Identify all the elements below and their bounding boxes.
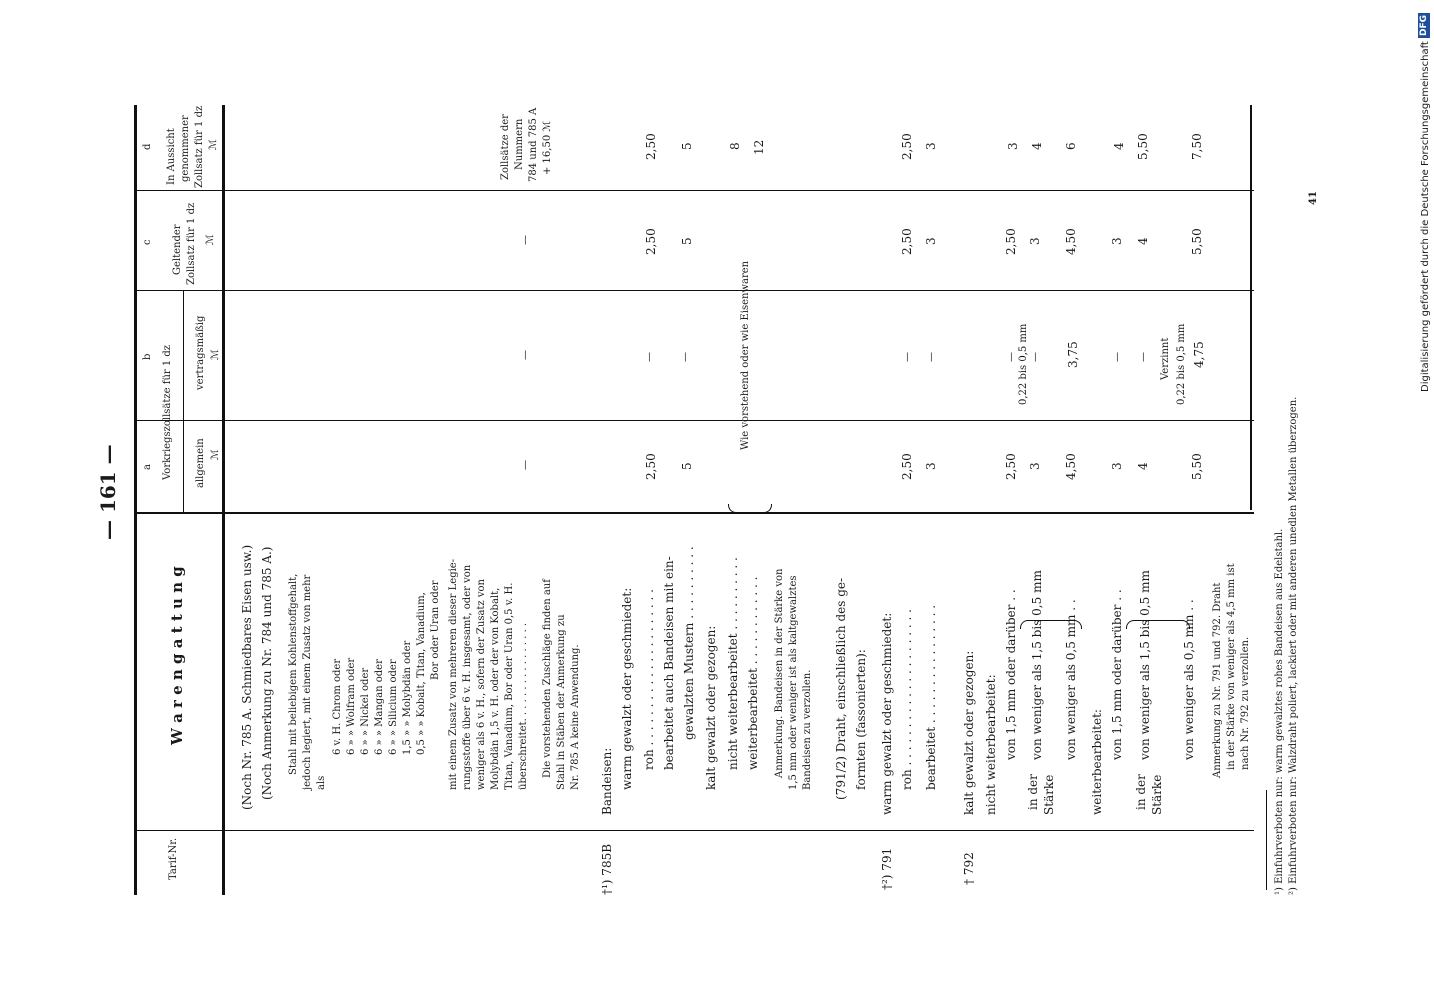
- a-791-bearb: 3: [924, 462, 938, 470]
- a-792-2: 3: [1028, 462, 1042, 470]
- header-allgemein-unit: ℳ: [210, 449, 221, 460]
- side-credit: Digitalisierung gefördert durch die Deutsche Forschungsgemeinschaft: [1420, 41, 1431, 392]
- header-warengattung: W a r e n g a t t u n g: [168, 566, 186, 745]
- col-rule-a: [134, 420, 1254, 421]
- stahl-line-3: als: [316, 775, 327, 790]
- tarif-785b: †¹) 785B: [600, 843, 614, 895]
- d-bearb: 5: [680, 142, 694, 150]
- stahl-line-2: jedoch legiert, mit einem Zusatz von mehr: [302, 574, 313, 790]
- tarif-791: †²) 791: [880, 847, 894, 890]
- d-zuschlaege-3: 784 und 785 A: [528, 107, 539, 182]
- d-weiter: 12: [752, 139, 766, 155]
- header-aussicht-2: genommener: [180, 115, 191, 182]
- alloy-6: 1,5 » » Molybdän oder: [402, 640, 413, 755]
- vorst-line-3: Nr. 785 A keine Anwendung.: [570, 644, 581, 790]
- b-range-2: 0,22 bis 0,5 mm: [1176, 323, 1187, 405]
- row-vonwenigerb: von weniger als 1,5 bis 0,5 mm: [1138, 570, 1152, 760]
- b-792-2-dash: —: [1030, 352, 1041, 362]
- row-nicht-weiter: nicht weiterbearbeitet . . . . . . . . . .: [726, 557, 740, 770]
- mix-line-5: Titan, Vanadium, Bor oder Uran 0,5 v. H.: [504, 582, 515, 790]
- a-791-roh: 2,50: [900, 453, 914, 480]
- col-rule-ware: [134, 512, 1254, 514]
- row-bearbeitet-1: bearbeitet auch Bandeisen mit ein-: [662, 556, 676, 770]
- anm-line-3: Bandeisen zu verzollen.: [802, 669, 813, 790]
- row-weiter: weiterbearbeitet . . . . . . . . . . . .: [746, 576, 760, 770]
- alloy-4: 6 » » Mangan oder: [374, 659, 385, 755]
- header-col-a: a: [142, 464, 153, 470]
- c-791-roh: 2,50: [900, 228, 914, 255]
- nicht-weiter-heading: nicht weiterbearbeitet:: [984, 674, 998, 815]
- c-bearb: 5: [680, 237, 694, 245]
- b-bearb-dash: —: [680, 352, 691, 362]
- label-in-der-1: in der: [1026, 774, 1040, 810]
- footnote-2: ²) Einfuhrverboten nur: Walzdraht poliert, lackiert oder mit anderen unedlen Metallen überzogen.: [1288, 396, 1299, 895]
- a-792-3: 4,50: [1064, 453, 1078, 480]
- label-staerke-2: Stärke: [1150, 774, 1164, 815]
- b-val-1: 3,75: [1066, 341, 1080, 368]
- c-792-5: 4: [1136, 237, 1150, 245]
- kalt2-heading: kalt gewalzt oder gezogen:: [962, 650, 976, 815]
- d-791-bearb: 3: [924, 142, 938, 150]
- anm-line-2: 1,5 mm oder weniger ist als kaltgewalztes: [788, 575, 799, 790]
- c-792-4: 3: [1110, 237, 1124, 245]
- noch-line-1: (Noch Nr. 785 A. Schmiedbares Eisen usw.): [240, 544, 254, 810]
- header-geltender: Geltender: [172, 224, 183, 275]
- c-792-6: 5,50: [1190, 228, 1204, 255]
- header-col-d: d: [142, 143, 153, 150]
- footnote-rule: [1266, 790, 1267, 890]
- c-792-1: 2,50: [1004, 228, 1018, 255]
- header-vertrags-unit: ℳ: [210, 349, 221, 360]
- mix-line-4: Molybdän 1,5 v. H. oder der von Kobalt,: [490, 587, 501, 790]
- a-bearbeitet: 5: [680, 462, 694, 470]
- header-vertrags: vertragsmäßig: [195, 315, 206, 390]
- d-792-5: 5,50: [1136, 133, 1150, 160]
- b-792-5-dash: —: [1138, 352, 1149, 362]
- table-bottom-rule: [1250, 105, 1252, 510]
- warm2-heading: warm gewalzt oder geschmiedet:: [880, 612, 894, 815]
- b-791-roh-dash: —: [902, 352, 913, 362]
- row-vonweniger: von weniger als 1,5 bis 0,5 mm: [1030, 570, 1044, 760]
- draht-line-2: formten (fassonierten):: [854, 649, 868, 790]
- weiter2-heading: weiterbearbeitet:: [1090, 709, 1104, 815]
- b-785a-dash: —: [520, 350, 531, 360]
- alloy-1: 6 v. H. Chrom oder: [332, 658, 343, 755]
- row-roh-2: roh . . . . . . . . . . . . . . . . . . . . .: [900, 609, 914, 790]
- a-792-5: 4: [1136, 462, 1150, 470]
- brace-weiter: [1126, 620, 1190, 629]
- subheader-rule: [160, 290, 162, 291]
- brace-kalt-band: [728, 504, 772, 513]
- noch-line-2: (Noch Anmerkung zu Nr. 784 und 785 A.): [260, 546, 274, 800]
- row-weniger05: von weniger als 0,5 mm . .: [1064, 599, 1078, 760]
- d-792-3: 6: [1064, 142, 1078, 150]
- anm792-line-3: nach Nr. 792 zu verzollen.: [1240, 636, 1251, 770]
- b-791-bearb-dash: —: [926, 352, 937, 362]
- page-ref: 41: [1308, 191, 1319, 205]
- row-weniger05b: von weniger als 0,5 mm . .: [1182, 599, 1196, 760]
- anm792-line-1: Anmerkung zu Nr. 791 und 792. Draht: [1212, 582, 1223, 778]
- header-col-c: c: [142, 239, 153, 245]
- d-791-roh: 2,50: [900, 133, 914, 160]
- vorst-line-1: Die vorstehenden Zuschläge finden auf: [542, 579, 553, 778]
- tarif-792: † 792: [962, 852, 976, 885]
- d-zuschlaege-1: Zollsätze der: [500, 114, 511, 180]
- mix-line-1: mit einem Zusatz von mehreren dieser Legie-: [448, 558, 459, 790]
- row-roh: roh . . . . . . . . . . . . . . . . . . . . .: [642, 589, 656, 770]
- header-geltender-unit: ℳ: [205, 234, 216, 245]
- alloy-7: 0,5 » » Kobalt, Titan, Vanadium,: [416, 592, 427, 755]
- a-792-4: 3: [1110, 462, 1124, 470]
- b-verzinnt: Verzinnt: [1160, 337, 1171, 380]
- page-number: — 161 —: [96, 444, 120, 540]
- anm792-line-2: in der Stärke von weniger als 4,5 mm ist: [1226, 563, 1237, 770]
- col-rule-b: [134, 290, 1254, 291]
- b-792-4-dash: —: [1112, 352, 1123, 362]
- a-792-6: 5,50: [1190, 453, 1204, 480]
- d-zuschlaege-2: Nummern: [514, 118, 525, 170]
- d-zuschlaege-4: + 16,50 ℳ: [542, 120, 553, 175]
- anm-line-1: Anmerkung. Bandeisen in der Stärke von: [774, 568, 785, 778]
- row-von15b: von 1,5 mm oder darüber . .: [1110, 589, 1124, 760]
- col-rule-tarif: [134, 830, 1254, 831]
- vorkriegs-rule: [183, 290, 184, 512]
- a-792-1: 2,50: [1004, 453, 1018, 480]
- label-staerke-1: Stärke: [1042, 774, 1056, 815]
- c-785a-dash: —: [520, 235, 531, 245]
- header-aussicht-3: Zollsatz für 1 dz: [194, 105, 205, 188]
- dfg-logo: DFG: [1419, 14, 1429, 36]
- footnote-1: ¹) Einfuhrverboten nur: warm gewalztes rohes Bandeisen aus Edelstahl.: [1274, 528, 1285, 895]
- d-792-4: 4: [1112, 142, 1126, 150]
- bandeisen-heading: Bandeisen:: [600, 747, 614, 815]
- c-792-2: 3: [1028, 237, 1042, 245]
- a-785a-dash: —: [520, 460, 531, 470]
- header-col-b: b: [142, 353, 153, 360]
- alloy-3: 6 » » Nickel oder: [360, 667, 371, 755]
- header-geltender-2: Zollsatz für 1 dz: [186, 202, 197, 285]
- c-791-bearb: 3: [924, 237, 938, 245]
- warm-heading: warm gewalzt oder geschmiedet:: [620, 587, 634, 790]
- kalt-heading: kalt gewalzt oder gezogen:: [704, 625, 718, 790]
- c-792-3: 4,50: [1064, 228, 1078, 255]
- b-range-1: 0,22 bis 0,5 mm: [1018, 323, 1029, 405]
- row-von15: von 1,5 mm oder darüber . .: [1004, 589, 1018, 760]
- header-aussicht: In Aussicht: [166, 128, 177, 185]
- mix-line-3: weniger als 6 v. H., sofern der Zusatz von: [476, 579, 487, 790]
- alloy-8: Bor oder Uran oder: [430, 580, 441, 680]
- row-bearbeitet-2: gewalzten Mustern . . . . . . . . . .: [682, 546, 696, 740]
- alloy-2: 6 » » Wolfram oder: [346, 657, 357, 755]
- vorst-line-2: Stahl in Stäben der Anmerkung zu: [556, 614, 567, 790]
- table-header-rule: [222, 105, 225, 895]
- b-val-2: 4,75: [1192, 341, 1206, 368]
- col-rule-c: [134, 190, 1254, 191]
- brace-nicht-weiter: [1020, 620, 1082, 629]
- b-792-1-dash: —: [1006, 352, 1017, 362]
- d-792-1: 3: [1006, 142, 1020, 150]
- mix-line-2: rungsstoffe über 6 v. H. insgesamt, oder von: [462, 564, 473, 790]
- mix-line-6: überschreitet. . . . . . . . . . . . . . . .: [518, 622, 529, 790]
- wie-vorstehend: Wie vorstehend oder wie Eisenwaren: [740, 260, 751, 450]
- d-roh: 2,50: [644, 133, 658, 160]
- table-top-rule: [134, 105, 137, 895]
- b-roh-dash: —: [644, 352, 655, 362]
- a-roh: 2,50: [644, 453, 658, 480]
- d-nicht-weiter: 8: [728, 142, 742, 150]
- header-allgemein: allgemein: [195, 438, 206, 488]
- header-tarif-nr: Tarif-Nr.: [168, 837, 179, 880]
- d-792-6: 7,50: [1190, 133, 1204, 160]
- draht-line-1: (791/2) Draht, einschließlich des ge-: [834, 577, 848, 800]
- header-vorkriegs: Vorkriegszollsätze für 1 dz: [162, 344, 173, 480]
- d-792-2: 4: [1030, 142, 1044, 150]
- c-roh: 2,50: [644, 228, 658, 255]
- header-aussicht-unit: ℳ: [208, 139, 219, 150]
- label-in-der-2: in der: [1134, 774, 1148, 810]
- alloy-5: 6 » » Silicium oder: [388, 659, 399, 755]
- row-bearbeitet-3: bearbeitet . . . . . . . . . . . . . . . .: [924, 604, 938, 790]
- stahl-line-1: Stahl mit beliebigem Kohlenstoffgehalt,: [288, 573, 299, 775]
